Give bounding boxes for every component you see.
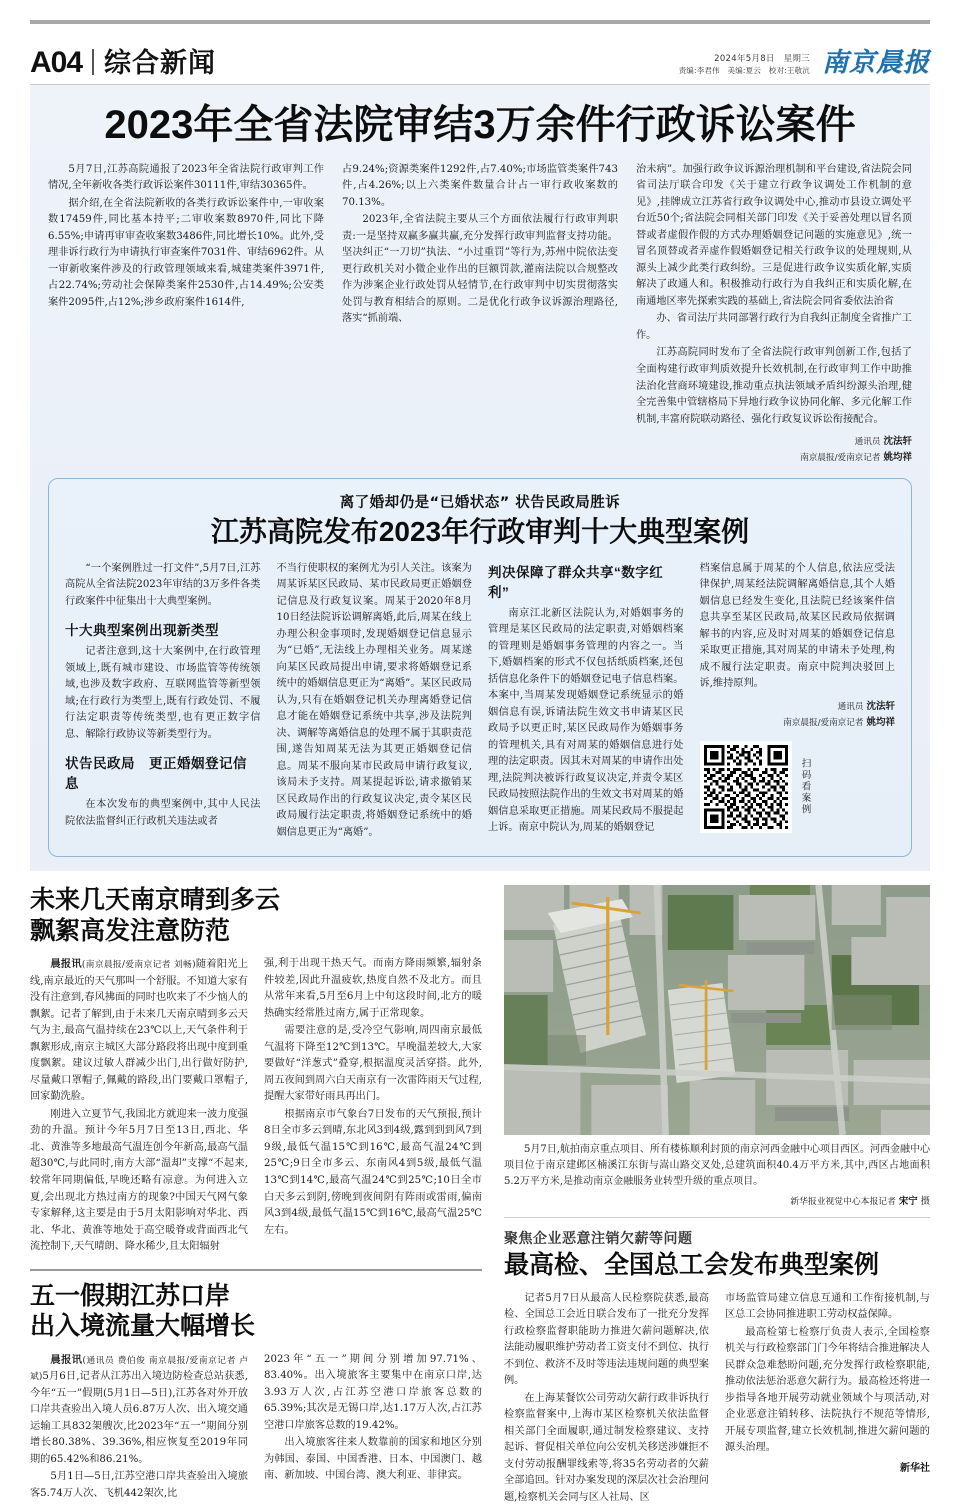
paragraph: 市场监管局建立信息互通和工作衔接机制,与区总工会协同推进职工劳动权益保障。 (725, 1292, 930, 1321)
weather-title (30, 885, 482, 946)
paragraph: 据介绍,在全省法院新收的各类行政诉讼案件中,一审收案数17459件,同比基本持平;二审收案数8970件,同比下降6.55%;申请再审审查收案数3486件,同比增长10%。此外,受理非诉行政行为申请执行审查案件7031件、审结6962件。从一审新收案件涉及的行政管理领域来看,城建类案件3971件,占22.74%;劳动社会保障类案件2530件,占14.49%;公安类案件2095件,占12%;涉乡政府案件1614件, (48, 197, 324, 308)
paragraph: 强,利于出现干热天气。而南方降雨频繁,辐射条件较差,因此升温疲软,热度自然不及北方。而且从常年来看,5月至6月上中旬这段时间,北方的暖热确实经常胜过南方,属于正常现象。 (264, 958, 482, 1019)
boxed-body-1 (65, 561, 261, 611)
paragraph: 2023年“五一”期间分别增加97.71%、83.40%。出入境旅客主要集中在南京口岸,达3.93万人次,占江苏空港口岸旅客总数的65.39%;其次是无锡口岸,达1.17万人次,占江苏空港口岸旅客总数的19.42%。 (264, 1353, 482, 1431)
masthead-divider (92, 49, 94, 75)
weather-columns (30, 956, 482, 1256)
paragraph: 5月1日—5日,江苏空港口岸共查验出入境旅客5.74万人次、飞机442架次,比 (30, 1471, 248, 1499)
newspaper-brand-logo: 南京晨报 (821, 48, 930, 78)
boxed-columns (65, 561, 895, 843)
paragraph: 在上海某餐饮公司劳动欠薪行政非诉执行检察监督案中,上海市某区检察机关依法监督相关部门全面履职,通过制发检察建议、支持起诉、督促相关单位向公安机关移送涉嫌拒不支付劳动报酬罪线索等,将35名劳动者的欠薪全部追回。针对办案发现的深层次社会治理问题,检察机关会同与区人社局、区 (504, 1392, 709, 1503)
paragraph: 需要注意的是,受冷空气影响,周四南京最低气温将下降至12℃到13℃。早晚温差较大,大家要做好“洋葱式”叠穿,根据温度灵活穿搭。此外,周五夜间到周六白天南京有一次雷阵雨天气过程,提醒大家带好雨具再出门。 (264, 1025, 482, 1103)
news-agency-endmark: 新华社 (900, 1462, 930, 1474)
paragraph (30, 956, 248, 1106)
paragraph: 在本次发布的典型案例中,其中人民法院依法监督纠正行政机关违法或者 (65, 799, 261, 827)
boxed-byline (700, 699, 896, 731)
paragraph: 记者注意到,这十大案例中,在行政管理领域上,既有城市建设、市场监管等传统领域,也涉及数字政府、互联网监管等新型领域;在行政行为类型上,既有行政处罚、不履行法定职责等传统类型,也有更正数字信息、解除行政协议等新类型行为。 (65, 646, 261, 740)
paragraph: 治未病”。加强行政争议诉源治理机制和平台建设,省法院会同省司法厅联合印发《关于建立行政争议调处工作机制的意见》,挂牌成立江苏省行政争议调处中心,推动市县设立调处平台近50个;省法院会同相关部门印发《关于妥善处理以冒名顶替或者虚假作假的方式办理婚姻登记问题的实施意见》,统一冒名顶替或者弄虚作假婚姻登记相关行政争议的处理规则,从源头上减少此类行政纠纷。三是促进行政争议实质化解,实质解决了政通人和。积极推动行政行为自我纠正和实质化解,在南通地区率先探索实践的基础上,省法院会同省委依法治省 (636, 163, 912, 307)
lead-headline: 2023年全省法院审结3万余件行政诉讼案件 (104, 103, 856, 147)
procuratorate-body-2 (725, 1291, 930, 1457)
page-number: A04 (30, 46, 83, 79)
byline-paper: 南京晨报/爱南京记者 (800, 453, 881, 464)
lead-column-1 (48, 162, 324, 467)
masthead-left (30, 46, 216, 78)
port-column-2 (264, 1352, 482, 1504)
qr-code-block[interactable] (700, 741, 896, 833)
paragraph: 记者5月7日从最高人民检察院获悉,最高检、全国总工会近日联合发布了一批充分发挥行政检察监督职能助力推进欠薪问题解决,依法能动履职维护劳动者工资支付不到位、执行不到位、救济不及时等违法违规问题的典型案例。 (504, 1292, 709, 1387)
boxed-title: 江苏高院发布2023年行政审判十大典型案例 (210, 516, 750, 548)
photo-caption: 5月7日,航拍南京重点项目、所有楼栋顺利封顶的南京河西金融中心项目西区。河西金融中心项目位于南京建邺区楠溪江东街与嵩山路交叉处,总建筑面积40.4万平方米,其中,西区占地面积5.2万平方米,是推动南京金融服务业转型升级的重点项目。 (504, 1144, 930, 1188)
masthead-right (679, 50, 930, 78)
right-column (504, 885, 930, 1507)
procuratorate-kicker: 聚焦企业恶意注销欠薪等问题 (504, 1231, 693, 1248)
lead-body-1 (48, 162, 324, 312)
section-name: 综合新闻 (104, 48, 217, 79)
section-divider (30, 1269, 482, 1271)
lead-article (30, 85, 930, 871)
boxed-body-1c (65, 797, 261, 830)
photo-credit-org: 新华报业视觉中心本报记者 (790, 1197, 896, 1208)
boxed-column-3 (488, 561, 684, 843)
paragraph: 出入境旅客往来人数靠前的国家和地区分别为韩国、泰国、中国香港、日本、中国澳门、越南、新加坡、中国台湾、澳大利亚、菲律宾。 (264, 1437, 482, 1482)
boxed-column-2 (277, 561, 473, 843)
section-divider (504, 1217, 930, 1218)
boxed-subhead-1: 十大典型案例出现新类型 (65, 623, 219, 639)
port-column-1 (30, 1352, 248, 1504)
weather-title-line2: 飘絮高发注意防范 (30, 916, 231, 945)
paragraph: 南京江北新区法院认为,对婚姻事务的管理是某区民政局的法定职责,对婚姻档案的管理则是婚姻事务管理的内容之一。当下,婚姻档案的形式不仅包括纸质档案,还包括信息化条件下的婚姻登记电子信息档案。本案中,当周某发现婚姻登记系统显示的婚姻信息有误,诉请法院生效文书申请某区民政局予以更正时,某区民政局作为婚姻事务的管理机关,具有对周某的婚姻信息进行处理的法定职责。因其未对周某的申请作出处理,法院判决被诉行政复议决定,并责令某区民政局按照法院作出的生效文书对周某的婚姻信息采取更正措施。周某民政局不服提起上诉。南京中院认为,周某的婚姻登记 (488, 607, 684, 834)
lead-tag: 晨报讯 (50, 958, 82, 971)
middle-band (30, 885, 930, 1507)
paragraph: 档案信息属于周某的个人信息,依法应受法律保护,周某经法院调解离婚信息,其个人婚姻信息已经发生变化,且法院已经该案件信息共享至某区民政局,故某区民政局依据调解书的内容,应及时对周某的婚姻登记信息采取更正措施,其对周某的申请未予处理,构成不履行法定职责。南京中院判决驳回上诉,维持原判。 (699, 562, 895, 690)
port-title (30, 1281, 482, 1342)
photo-credit-verb: 摄 (920, 1196, 930, 1208)
paragraph: 根据南京市气象台7日发布的天气预报,预计8日全市多云到晴,东北风3到4级,露到到到风7到9级,最低气温15℃到16℃,最高气温24℃到25℃;9日全市多云、东南风4到5级,最低气温13℃到14℃,最高气温24℃到25℃;10日全市白天多云到阴,傍晚到夜间阴有阵雨或雷雨,偏南风3到4级,最低气温15℃到16℃,最高气温25℃左右。 (264, 1108, 482, 1236)
lead-column-2 (342, 162, 618, 467)
qr-code-label: 扫码看案例 (799, 758, 811, 816)
boxed-kicker: 离了婚却仍是“已婚状态” 状告民政局胜诉 (339, 495, 621, 512)
byline-role: 通讯员 (854, 437, 881, 448)
procuratorate-title: 最高检、全国总工会发布典型案例 (504, 1251, 880, 1280)
byline-paper-name: 姚均祥 (866, 716, 895, 728)
paragraph: 刚进入立夏节气,我国北方就迎来一波力度强劲的升温。预计今年5月7日至13日,西北、华北、黄淮等多地最高气温连创今年新高,最高气温超30℃,与此同时,南方大部“温却”支撑“不起来,较常年同期偏低,早晚还略有凉意。为何进入立夏,会出现北方热过南方的现象?中国天气网气象专家解释,这主要是由于5月太阳影响对华北、西北、华北、黄淮等地处于高空暖脊或背面西北气流控制下,天气晴朗、降水稀少,且太阳辐射 (30, 1108, 248, 1253)
boxed-subhead-3: 判决保障了群众共享“数字红利” (488, 564, 664, 600)
lead-tag: 晨报讯 (50, 1353, 83, 1366)
lead-column-3 (636, 162, 912, 467)
boxed-body-3 (488, 606, 684, 837)
port-title-line1: 五一假期江苏口岸 (30, 1281, 231, 1310)
aerial-photo-nanjing-hexi-financial-center (504, 885, 930, 1135)
boxed-body-4 (700, 561, 896, 693)
lead-source: (南京晨报/爱南京记者 刘畅) (81, 960, 196, 971)
paragraph: 最高检第七检察厅负责人表示,全国检察机关与行政检察部门门今年将结合推进解决人民群众急难愁盼问题,充分发挥行政检察职能,推动依法惩治恶意欠薪行为。最高检还将进一步指导各地开展劳动就业领域个与项活动,对企业恶意注销转移、法院执行不规范等情形,开展专项监督,建立长效机制,推进欠薪问题的源头治理。 (725, 1326, 930, 1454)
lead-columns (48, 162, 912, 467)
port-title-line2: 出入境流量大幅增长 (30, 1312, 256, 1341)
paragraph: “一个案例胜过一打文件”,5月7日,江苏高院从全省法院2023年审结的3万多件各类行政案件中征集出十大典型案例。 (65, 562, 261, 607)
procuratorate-column-1 (504, 1291, 709, 1507)
weather-column-2 (264, 956, 482, 1256)
port-body-1 (30, 1352, 248, 1503)
byline-paper: 南京晨报/爱南京记者 (783, 717, 864, 728)
masthead (30, 20, 930, 78)
boxed-article (48, 478, 912, 857)
lead-source: (通讯员 费伯俊 南京晨报/爱南京记者 卢斌) (30, 1355, 248, 1383)
paragraph-text: 随着阳光上线,南京最近的天气那叫一个舒服。不知道大家有没有注意到,春风拂面的同时也吹来了不少恼人的飘絮。记者了解到,由于未来几天南京晴到多云天气为主,最高气温持续在23℃以上,天气条件利于飘絮形成,南京主城区大部分路段将出现中度到重度飘絮。建议过敏人群减少出门,出行做好防护,尽量戴口罩帽子,佩戴的路段,出门要戴口罩帽子,回家勤洗脸。 (30, 959, 249, 1103)
weather-title-line1: 未来几天南京晴到多云 (30, 886, 281, 915)
byline-name: 沈法轩 (866, 700, 895, 712)
lead-byline (636, 434, 912, 466)
paragraph-text: 5月6日,记者从江苏出入境边防检查总站获悉,今年“五一”假期(5月1日—5日),江苏各对外开放口岸共查验出入境人员6.87万人次、出入境交通运输工具832架艘次,比2023年“五一”期间分别增长80.38%、39.36%,相应恢复至2019年同期的65.42%和86.21%。 (30, 1371, 248, 1465)
weather-body-2 (264, 956, 482, 1239)
procuratorate-body-1 (504, 1291, 709, 1507)
port-columns (30, 1352, 482, 1504)
paragraph: 不当行使职权的案例尤为引人关注。该案为周某诉某区民政局、某市民政局更正婚姻登记信息及行政复议案。周某于2020年8月10日经法院诉讼调解离婚,此后,周某在线上办理公积金事项时,发现婚姻登记信息显示为“已婚”,无法线上办理相关业务。周某遂向某区民政局提出申请,要求将婚姻登记系统中的婚姻信息更正为“离婚”。某区民政局认为,只有在婚姻登记机关办理离婚登记信息才能在婚姻登记系统中共享,涉及法院判决、调解等离婚信息的处理不属于其职责范围,遂告知周某无法为其更正婚姻登记信息。周某不服向某市民政局申请行政复议,该局未予支持。周某提起诉讼,请求撤销某区民政局作出的行政复议决定,责令某区民政局履行法定职责,将婚姻登记系统中的婚姻信息更正为“离婚”。 (276, 562, 472, 838)
weather-article (30, 885, 482, 1507)
qr-code-image[interactable] (700, 741, 792, 833)
boxed-body-1b (65, 644, 261, 743)
photo-credit (504, 1193, 930, 1207)
procuratorate-column-2 (725, 1291, 930, 1507)
boxed-subhead-2: 状告民政局 更正婚姻登记信息 (65, 756, 247, 792)
byline-role: 通讯员 (837, 701, 864, 712)
paragraph: 占9.24%;资源类案件1292件,占7.40%;市场监管类案件743件,占4.26%;以上六类案件数量合计占一审行政收案数的70.13%。 (342, 163, 618, 208)
byline-name: 沈法轩 (883, 436, 912, 448)
port-body-2 (264, 1352, 482, 1485)
lead-body-2 (342, 162, 618, 328)
paragraph: 江苏高院同时发布了全省法院行政审判创新工作,包括了全面构建行政审判质效提升长效机制,在行政审判工作中助推法治化营商环境建设,推动重点执法领域矛盾纠纷源头治理,健全完善集中管辖格局下异地行政争议协同化解、多元化解工作机制,丰富府院联动路径、强化行政复议诉讼衔接配合。 (636, 347, 912, 425)
publication-date: 2024年5月8日 星期三 (714, 54, 810, 65)
boxed-column-4 (700, 561, 896, 843)
paragraph (30, 1352, 248, 1469)
qr-code-svg (704, 745, 788, 829)
procuratorate-columns (504, 1291, 930, 1507)
masthead-meta (679, 54, 810, 76)
paragraph: 2023年,全省法院主要从三个方面依法履行行政审判职责:一是坚持双赢多赢共赢,充分发挥行政审判监督支持功能。坚决纠正“一刀切”执法、“小过重罚”等行为,苏州中院依法变更行政机关对小微企业作出的巨额罚款,灌南法院以合规整改作为涉案企业行政处罚从轻情节,在行政审判中切实贯彻落实处罚与教育相结合的原则。二是优化行政争议诉源治理路径,落实“抓前端、 (342, 214, 618, 325)
photo-credit-name: 宋宁 (898, 1196, 918, 1208)
lead-body-3 (636, 162, 912, 428)
byline-paper-name: 姚均祥 (883, 452, 912, 464)
boxed-column-1 (65, 561, 261, 843)
weather-column-1 (30, 956, 248, 1256)
paragraph: 办、省司法厅共同部署行政行为自我纠正制度全省推广工作。 (636, 313, 912, 341)
paragraph: 5月7日,江苏高院通报了2023年全省法院行政审判工作情况,全年新收各类行政诉讼案件30111件,审结30365件。 (48, 163, 324, 192)
newspaper-page (0, 20, 960, 1503)
editorial-credits: 责编:李君伟 美编:夏云 校对:王敬沆 (678, 65, 810, 75)
weather-body-1 (30, 956, 248, 1255)
boxed-body-2 (277, 561, 473, 842)
